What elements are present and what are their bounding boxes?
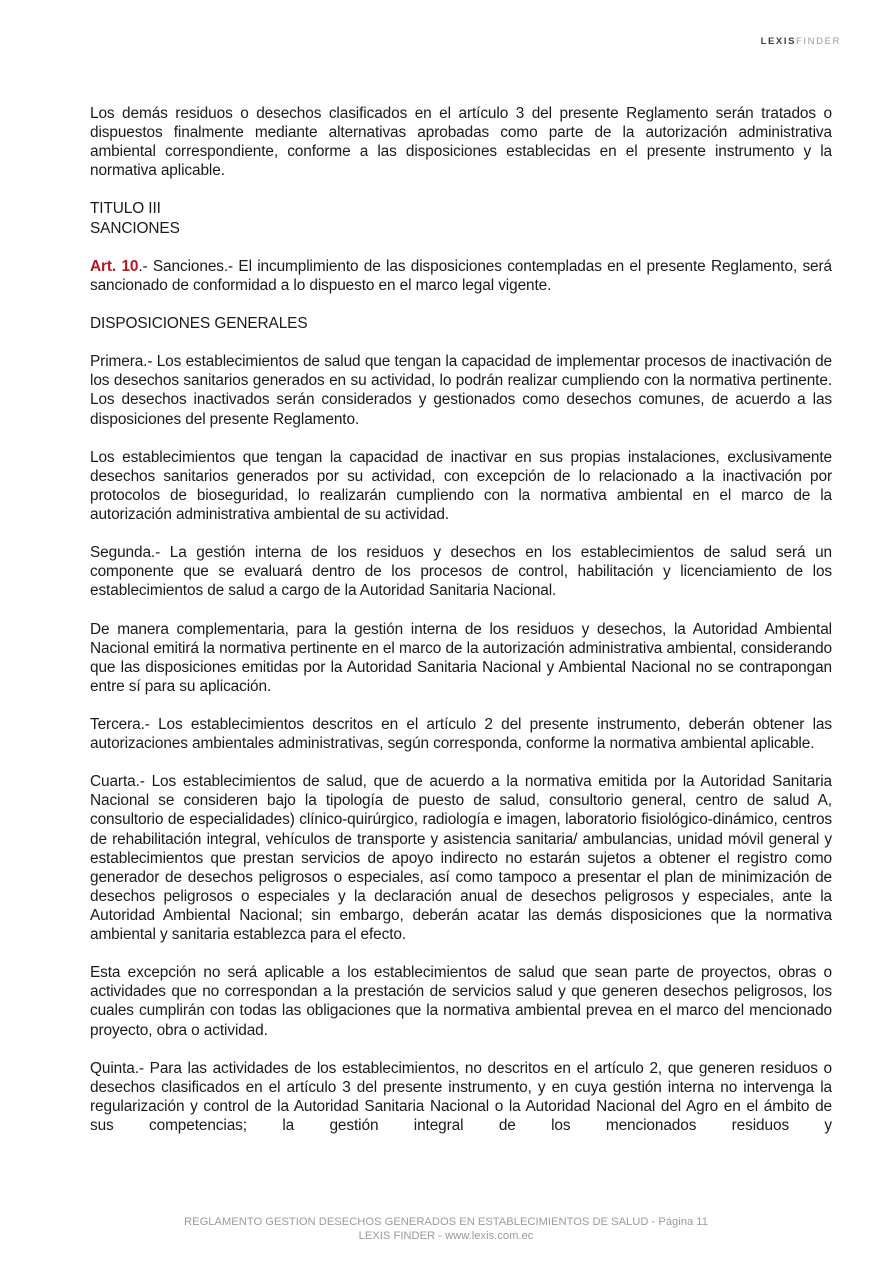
document-body (90, 104, 832, 1154)
page-footer (0, 1215, 892, 1243)
title-heading (90, 199, 832, 237)
title-number: TITULO III (90, 200, 161, 218)
paragraph-tercera: Tercera.- Los establecimientos descritos en el artículo 2 del presente instrumento, deberán obtener las autorizaciones ambientales administrativas, según corresponda, conforme la normativa ambiental aplicable. (90, 716, 832, 753)
logo-lexis: LEXIS (760, 36, 797, 47)
paragraph-cuarta: Cuarta.- Los establecimientos de salud, que de acuerdo a la normativa emitida por la Autoridad Sanitaria Nacional se consideren bajo la tipología de puesto de salud, consultorio general, centro de salud A, consultorio de especialidades) clínico-quirúrgico, radiología e imagen, laboratorio fisiológico-dinámico, centros de rehabilitación integral, vehículos de transporte y asistencia sanitaria/ ambulancias, unidad móvil general y establecimientos que prestan servicios de apoyo indirecto no estarán sujetos a obtener el registro como generador de desechos peligrosos o especiales, así como tampoco a presentar el plan de minimización de desechos peligrosos o especiales y la declaración anual de desechos peligrosos y especiales, ante la Autoridad Ambiental Nacional; sin embargo, deberán acatar las demás disposiciones que la normativa ambiental y sanitaria establezca para el efecto. (90, 773, 832, 944)
logo-finder: FINDER (796, 36, 841, 47)
lexis-finder-logo (761, 36, 841, 47)
paragraph-cuarta-exception: Esta excepción no será aplicable a los establecimientos de salud que sean parte de proyectos, obras o actividades que no correspondan a la prestación de servicios salud y que generen desechos peligrosos, los cuales cumplirán con todas las obligaciones que la normativa ambiental prevea en el marco del mencionado proyecto, obra o actividad. (90, 964, 832, 1039)
article-label[interactable]: Art. 10 (90, 257, 139, 275)
paragraph-segunda: Segunda.- La gestión interna de los residuos y desechos en los establecimientos de salud será un componente que se evaluará dentro de los procesos de control, habilitación y licenciamiento de los establecimientos de salud a cargo de la Autoridad Sanitaria Nacional. (90, 544, 832, 600)
paragraph-primera: Primera.- Los establecimientos de salud que tengan la capacidad de implementar procesos de inactivación de los desechos sanitarios generados en su actividad, lo podrán realizar cumpliendo con la normativa pertinente. Los desechos inactivados serán considerados y gestionados como desechos comunes, de acuerdo a las disposiciones del presente Reglamento. (90, 353, 832, 428)
intro-paragraph: Los demás residuos o desechos clasificados en el artículo 3 del presente Reglamento serán tratados o dispuestos finalmente mediante alternativas aprobadas como parte de la autorización administrativa ambiental correspondiente, conforme a las disposiciones establecidas en el presente instrumento y la normativa aplicable. (90, 105, 832, 180)
paragraph-primera-cont: Los establecimientos que tengan la capacidad de inactivar en sus propias instalaciones, exclusivamente desechos sanitarios generados por su actividad, con excepción de lo relacionado a la inactivación por protocolos de bioseguridad, lo realizarán cumpliendo con la normativa ambiental en el marco de la autorización administrativa ambiental de su actividad. (90, 448, 832, 523)
footer-document-title: REGLAMENTO GESTION DESECHOS GENERADOS EN ESTABLECIMIENTOS DE SALUD - Página 11 (184, 1216, 708, 1228)
article-10 (90, 257, 832, 295)
paragraph-segunda-cont: De manera complementaria, para la gestión interna de los residuos y desechos, la Autoridad Ambiental Nacional emitirá la normativa pertinente en el marco de la autorización administrativa ambiental, considerando que las disposiciones emitidas por la Autoridad Sanitaria Nacional y Ambiental Nacional no se contrapongan entre sí para su aplicación. (90, 620, 832, 695)
paragraph-quinta: Quinta.- Para las actividades de los establecimientos, no descritos en el artículo 2, que generen residuos o desechos clasificados en el artículo 3 del presente instrumento, y en cuya gestión interna no intervenga la regularización y control de la Autoridad Sanitaria Nacional o la Autoridad Nacional del Agro en el ámbito de sus competencias; la gestión integral de los mencionados residuos y (90, 1059, 832, 1134)
footer-source: LEXIS FINDER - www.lexis.com.ec (358, 1230, 534, 1242)
title-name: SANCIONES (90, 219, 180, 237)
article-text: .- Sanciones.- El incumplimiento de las disposiciones contempladas en el presente Reglamento, será sancionado de conformidad a lo dispuesto en el marco legal vigente. (90, 257, 832, 294)
section-heading: DISPOSICIONES GENERALES (90, 315, 308, 333)
